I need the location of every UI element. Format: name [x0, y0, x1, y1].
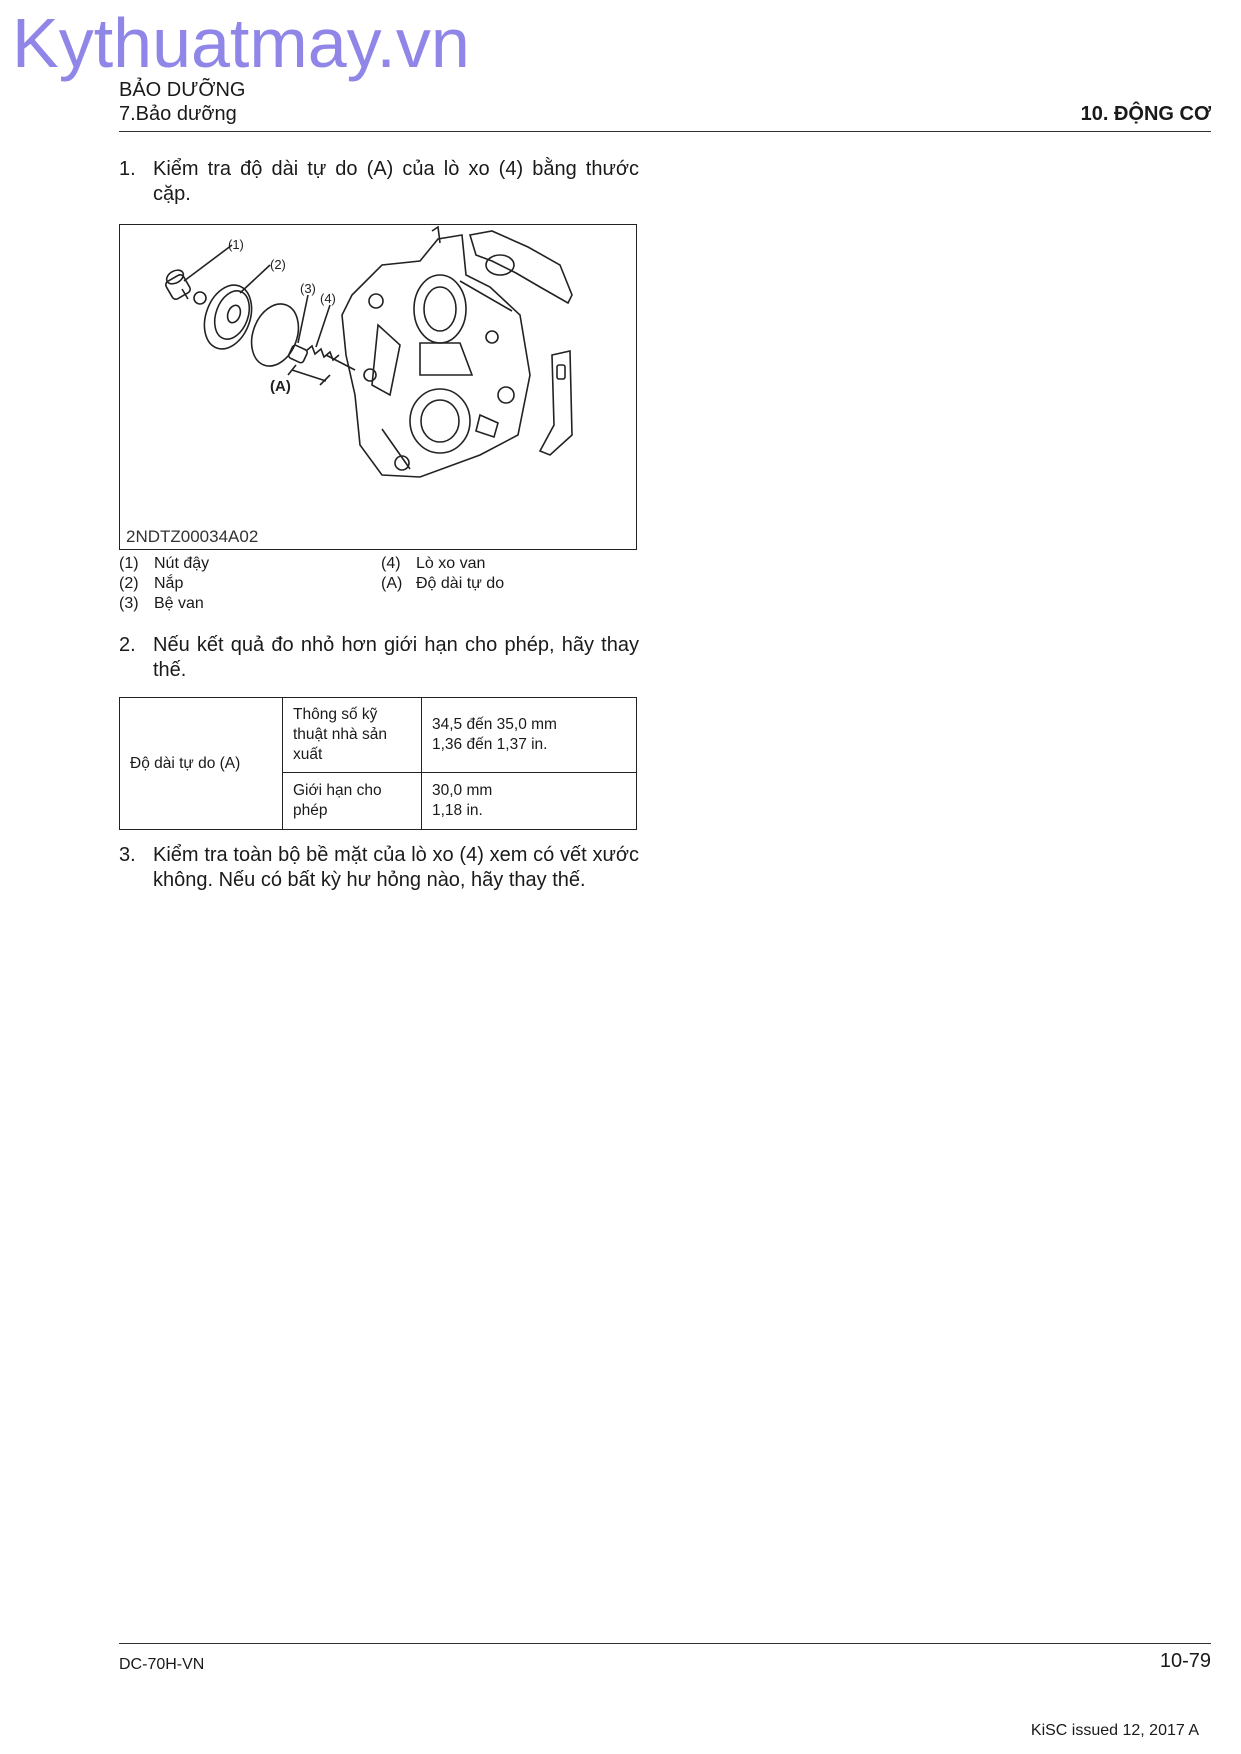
- legend-key: (4): [381, 555, 401, 572]
- legend-key: (3): [119, 595, 139, 612]
- legend-label: Nút đậy: [154, 555, 210, 572]
- document-code: DC-70H-VN: [119, 1656, 205, 1673]
- issue-note: KiSC issued 12, 2017 A: [1030, 1722, 1199, 1739]
- callout-1: (1): [228, 237, 244, 252]
- spec-value-imperial: 1,36 đến 1,37 in.: [432, 736, 548, 753]
- step-number: 3.: [119, 844, 136, 866]
- spec-label: Giới hạn cho phép: [283, 773, 422, 830]
- page-number: 10-79: [1159, 1650, 1211, 1672]
- spec-item: Độ dài tự do (A): [120, 698, 283, 830]
- valve-diagram: [119, 224, 637, 550]
- spec-value: [422, 773, 637, 830]
- legend-label: Độ dài tự do: [416, 575, 505, 592]
- step-number: 1.: [119, 158, 136, 180]
- step-1: [119, 157, 639, 207]
- spec-label: Thông số kỹ thuật nhà sản xuất: [283, 698, 422, 773]
- legend-label: Bệ van: [154, 595, 204, 612]
- legend-key: (2): [119, 575, 139, 592]
- legend-item-2: [119, 574, 183, 594]
- spec-value-metric: 34,5 đến 35,0 mm: [432, 716, 557, 733]
- callout-a: (A): [270, 378, 291, 395]
- legend-item-a: [381, 574, 504, 594]
- legend-key: (A): [381, 575, 403, 592]
- legend-item-1: [119, 554, 209, 574]
- callout-2: (2): [270, 257, 286, 272]
- step-text: Kiểm tra toàn bộ bề mặt của lò xo (4) xem có vết xước không. Nếu có bất kỳ hư hỏng nào, hãy thay thế.: [153, 844, 639, 891]
- legend-key: (1): [119, 555, 139, 572]
- chapter-title: 10. ĐỘNG CƠ: [1080, 103, 1211, 125]
- section-title: BẢO DƯỠNG: [119, 79, 246, 101]
- legend-item-3: [119, 594, 204, 614]
- step-3: [119, 843, 639, 893]
- legend-label: Nắp: [154, 575, 184, 592]
- figure-code: 2NDTZ00034A02: [126, 527, 259, 546]
- spec-value-metric: 30,0 mm: [432, 782, 493, 799]
- step-text: Kiểm tra độ dài tự do (A) của lò xo (4) bằng thước cặp.: [153, 158, 639, 205]
- spec-value: [422, 698, 637, 773]
- legend-item-4: [381, 554, 485, 574]
- watermark-logo: Kythuatmay.vn: [12, 4, 470, 82]
- engine-cover-illustration: [120, 225, 637, 550]
- subsection-title: 7.Bảo dưỡng: [119, 103, 237, 125]
- footer-divider: [119, 1643, 1211, 1644]
- step-text: Nếu kết quả đo nhỏ hơn giới hạn cho phép, hãy thay thế.: [153, 634, 639, 681]
- header-divider: [119, 131, 1211, 132]
- spec-table: [119, 697, 637, 830]
- step-number: 2.: [119, 634, 136, 656]
- callout-3: (3): [300, 281, 316, 296]
- spec-value-imperial: 1,18 in.: [432, 802, 483, 819]
- table-row: [120, 698, 637, 773]
- step-2: [119, 633, 639, 683]
- callout-4: (4): [320, 291, 336, 306]
- legend-label: Lò xo van: [416, 555, 486, 572]
